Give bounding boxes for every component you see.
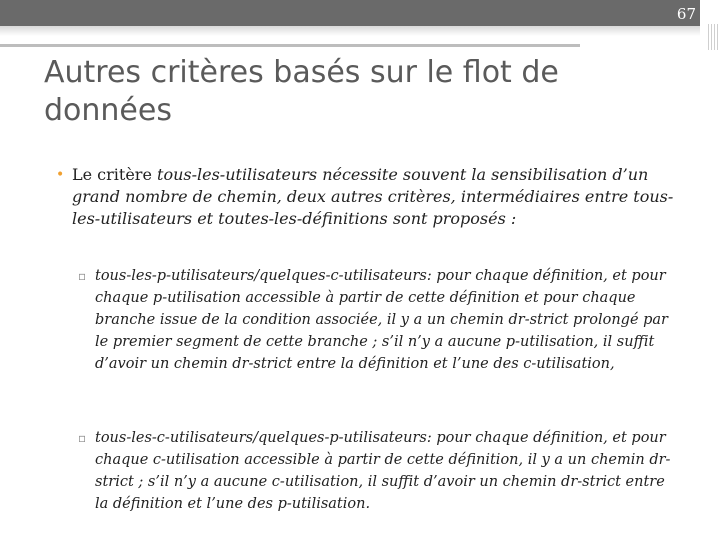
bullet-main-rest: tous-les-utilisateurs nécessite souvent la sensibilisation d’un grand nombre de chemin, deux autres critères, intermédiaires entre tous-les-utilisateurs et toutes-les-définitions sont proposés : bbox=[72, 165, 674, 228]
header-bar bbox=[0, 0, 700, 26]
bullet-main-lead: Le critère bbox=[72, 165, 158, 184]
title-divider bbox=[0, 44, 580, 47]
sub-bullet-marker: ▫ bbox=[78, 431, 87, 445]
sub-bullet-1 bbox=[78, 265, 678, 375]
sub-bullet-2 bbox=[78, 427, 678, 515]
sub-bullet-2-text: tous-les-c-utilisateurs/quelques-p-utilisateurs: pour chaque définition, et pour chaque c-utilisation accessible à partir de cette définition, il y a un chemin dr-strict ; s’il n’y a aucune c-utilisation, il suffit d’avoir un chemin dr-strict entre la définition et l’une des p-utilisation. bbox=[95, 430, 671, 512]
sub-bullet-marker: ▫ bbox=[78, 269, 87, 283]
bullet-main-text bbox=[72, 164, 676, 230]
header-bar-shadow bbox=[0, 26, 700, 36]
bullet-main bbox=[56, 164, 676, 230]
bullet-marker: • bbox=[56, 167, 65, 183]
page-number: 67 bbox=[676, 5, 696, 23]
slide-title: Autres critères basés sur le flot de données bbox=[44, 55, 559, 128]
decorative-edge bbox=[708, 24, 720, 50]
sub-bullet-1-text: tous-les-p-utilisateurs/quelques-c-utilisateurs: pour chaque définition, et pour chaque p-utilisation accessible à partir de cette définition et pour chaque branche issue de la condition associée, il y a un chemin dr-strict prolongé par le premier segment de cette branche ; s’il n’y a aucune p-utilisation, il suffit d’avoir un chemin dr-strict entre la définition et l’une des c-utilisation, bbox=[95, 268, 668, 372]
